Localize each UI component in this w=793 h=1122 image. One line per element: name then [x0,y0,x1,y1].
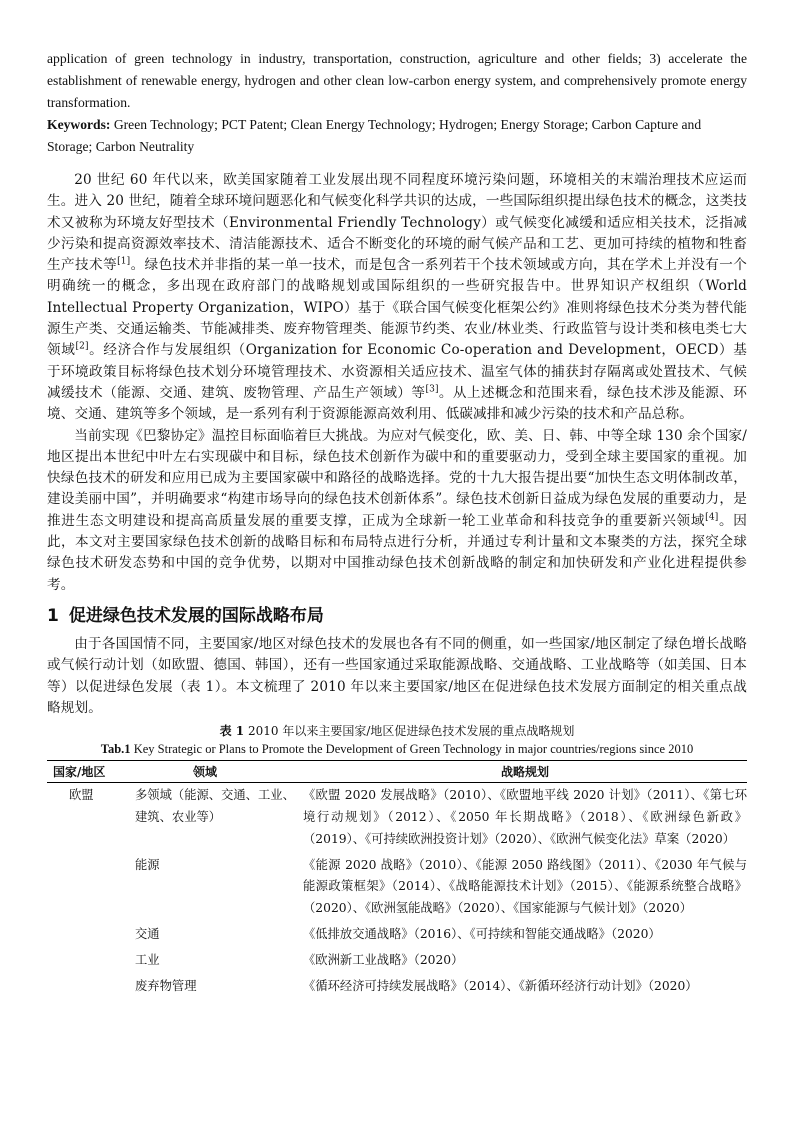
table-row [47,783,747,853]
intro-paragraph-2: 当前实现《巴黎协定》温控目标面临着巨大挑战。为应对气候变化，欧、美、日、韩、中等全球 130 余个国家/地区提出本世纪中叶左右实现碳中和目标，绿色技术创新作为碳中和的重要驱动力，受到全球主要国家的重视。加快绿色技术的研发和应用已成为主要国家碳中和路径的战略选择。党的十九大报告提出要“加快生态文明体制改革，建设美丽中国”，并明确要求“构建市场导向的绿色技术创新体系”。绿色技术创新日益成为绿色发展的重要动力，是推进生态文明建设和提高高质量发展的重要支撑，正成为全球新一轮工业革命和科技竞争的重要新兴领域[4]。因此，本文对主要国家绿色技术创新的战略目标和布局特点进行分析，并通过专利计量和文本聚类的方法，探究全球绿色技术研发态势和中国的竞争优势，以期对中国推动绿色技术创新战略的制定和加快研发和产业化进程提供参考。 [47,427,747,593]
table-row [47,948,747,974]
keywords-text: Green Technology; PCT Patent; Clean Energy Technology; Hydrogen; Energy Storage; Carbon Capture and Storage; Carbon Neutrality [47,117,702,154]
keywords-line [47,114,747,158]
strategy-table [47,760,747,999]
citation-ref: [4] [705,512,719,523]
section-title: 促进绿色技术发展的国际战略布局 [68,605,324,626]
header-plan: 战略规划 [303,761,747,783]
table-caption-en: Tab.1 Key Strategic or Plans to Promote the Development of Green Technology in major countries/regions since 2010 [100,742,694,757]
table-caption-zh: 表 1 2010 年以来主要国家/地区促进绿色技术发展的重点战略规划 [219,724,575,739]
field-cell: 工业 [135,952,160,967]
section-heading [47,605,747,627]
keywords-label: Keywords: [47,117,111,132]
citation-ref: [3] [425,384,439,395]
english-abstract-tail: application of green technology in industry, transportation, construction, agriculture and other fields; 3) accelerate the establishment of renewable energy, hydrogen and other clean low-carbon energy system, and comprehensively promote energy transformation. [47,51,747,110]
plan-cell: 《低排放交通战略》（2016）、《可持续和智能交通战略》（2020） [303,926,661,941]
header-region: 国家/地区 [47,761,135,783]
intro-paragraph-1: 20 世纪 60 年代以来，欧美国家随着工业发展出现不同程度环境污染问题，环境相关的末端治理技术应运而生。进入 20 世纪，随着全球环境问题恶化和气候变化科学共识的达成，一些国际组织提出绿色技术的概念，这类技术又被称为环境友好型技术（Environmental Friendly Technology）或气候变化减缓和适应相关技术，泛指减少污染和提高资源效率技术、清洁能源技术、适合不断变化的环境的耐气候产品和工艺、更加可持续的植物和牲畜生产技术等[1]。绿色技术并非指的某一单一技术，而是包含一系列若干个技术领域或方向，其在学术上并没有一个明确统一的概念，多出现在政府部门的战略规划或国际组织的一些研究报告中。世界知识产权组织（World Intellectual Property Organization，WIPO）基于《联合国气候变化框架公约》准则将绿色技术分类为替代能源生产类、交通运输类、节能减排类、废弃物管理类、能源节约类、农业/林业类、行政监管与设计类和核电类七大领域[2]。经济合作与发展组织（Organization for Economic Co-operation and Development，OECD）基于环境政策目标将绿色技术划分环境管理技术、水资源相关适应技术、温室气体的捕获封存隔离或处置技术、气候减缓技术（能源、交通、建筑、废物管理、产品生产领域）等[3]。从上述概念和范围来看，绿色技术涉及能源、环境、交通、建筑等多个领域，是一系列有利于资源能源高效利用、低碳减排和减少污染的技术和产品总称。 [47,172,748,423]
table-header-row [47,761,747,783]
header-field: 领域 [135,761,303,783]
table-row [47,853,747,922]
plan-cell: 《欧洲新工业战略》（2020） [303,952,464,967]
region-cell: 欧盟 [69,788,94,803]
table-row [47,974,747,1000]
plan-cell: 《能源 2020 战略》（2010）、《能源 2050 路线图》（2011）、《2030 年气候与能源政策框架》（2014）、《战略能源技术计划》（2015）、《能源系统整合战略》（2020）、《欧洲氢能战略》（2020）、《国家能源与气候计划》（2020） [303,857,747,916]
citation-ref: [1] [117,256,131,267]
field-cell: 交通 [135,926,160,941]
field-cell: 废弃物管理 [135,978,197,993]
field-cell: 能源 [135,857,160,872]
section1-paragraph: 由于各国国情不同，主要国家/地区对绿色技术的发展也各有不同的侧重，如一些国家/地区制定了绿色增长战略或气候行动计划（如欧盟、德国、韩国），还有一些国家通过采取能源战略、交通战略、工业战略等（如美国、日本等）以促进绿色发展（表 1）。本文梳理了 2010 年以来主要国家/地区在促进绿色技术发展方面制定的相关重点战略规划。 [47,635,747,716]
plan-cell: 《循环经济可持续发展战略》（2014）、《新循环经济行动计划》（2020） [303,978,698,993]
field-cell: 多领域（能源、交通、工业、建筑、农业等） [135,788,295,824]
section-number: 1 [47,605,59,626]
plan-cell: 《欧盟 2020 发展战略》（2010）、《欧盟地平线 2020 计划》（2011）、《第七环境行动规划》（2012）、《2050 年长期战略》（2018）、《欧洲绿色新政》（2019）、《可持续欧洲投资计划》（2020）、《欧洲气候变化法》草案（2020） [303,788,747,846]
citation-ref: [2] [75,341,89,352]
page-content [47,48,747,999]
table-row [47,922,747,948]
